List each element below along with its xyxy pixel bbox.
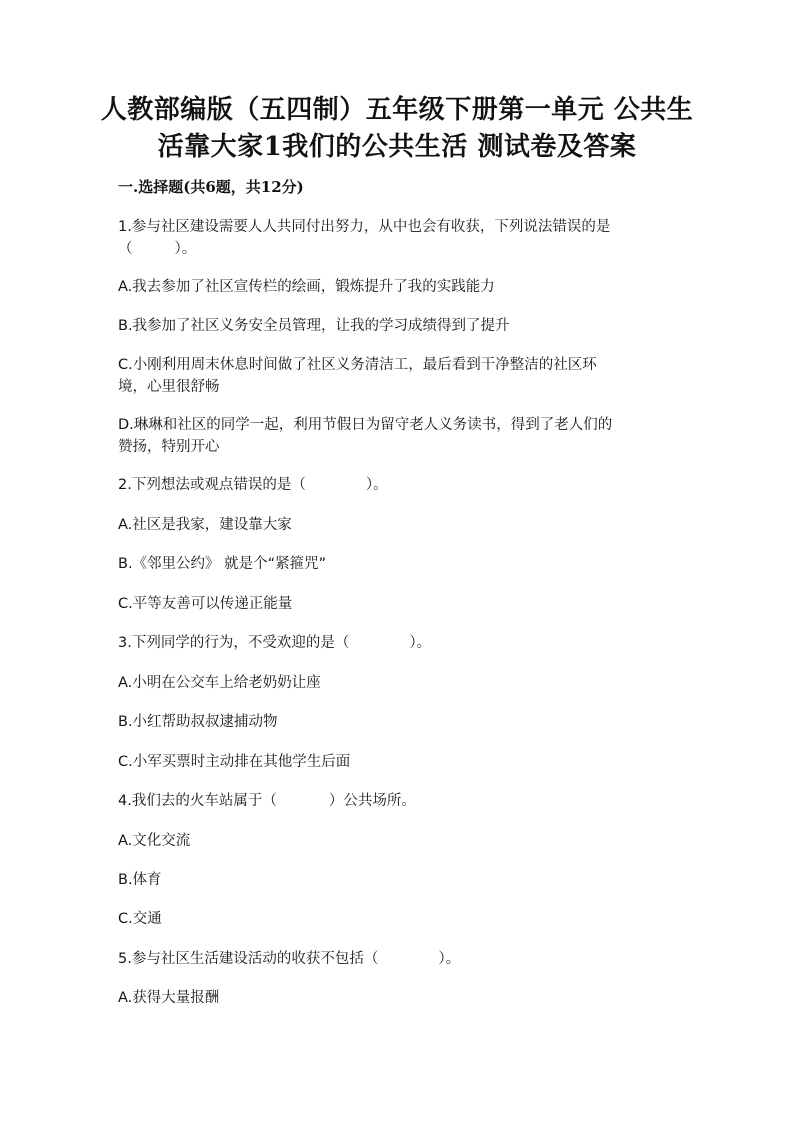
question-2-option-c: C.平等友善可以传递正能量 [118,596,293,612]
question-1-close-paren: ）。 [174,241,197,257]
section-heading: 一.选择题(共6题，共12分) [118,178,304,196]
document-title [70,92,724,166]
question-1-option-b: B.我参加了社区义务安全员管理，让我的学习成绩得到了提升 [118,318,510,334]
question-1-option-d-continuation: 赞扬，特别开心 [118,439,220,455]
question-4-stem [118,790,416,812]
question-1-stem: 1.参与社区建设需要人人共同付出努力，从中也会有收获，下列说法错误的是 [118,219,611,235]
question-4-option-c: C.交通 [118,911,162,927]
question-4-option-a: A.文化交流 [118,833,191,849]
question-4-option-b: B.体育 [118,872,162,888]
question-5-option-a: A.获得大量报酬 [118,990,220,1006]
question-2-stem-text: 2.下列想法或观点错误的是（ [118,477,306,493]
question-2-option-a: A.社区是我家，建设靠大家 [118,517,292,533]
question-3-option-b: B.小红帮助叔叔逮捕动物 [118,714,278,730]
title-line-1: 人教部编版（五四制）五年级下册第一单元 公共生 [100,95,694,125]
question-1-option-c: C.小刚利用周末休息时间做了社区义务清洁工，最后看到干净整洁的社区环 [118,357,597,373]
question-3-stem-end: ）。 [409,635,432,651]
question-3-option-c: C.小军买票时主动排在其他学生后面 [118,754,351,770]
question-3-stem-text: 3.下列同学的行为，不受欢迎的是（ [118,635,350,651]
question-5-stem-end: ）。 [438,951,461,967]
question-1-stem-continuation [118,238,196,260]
question-1-option-d: D.琳琳和社区的同学一起，利用节假日为留守老人义务读书，得到了老人们的 [118,417,613,433]
question-1-open-paren: （ [118,241,133,257]
question-4-stem-end: ）公共场所。 [328,793,416,809]
question-2-option-b: B.《邻里公约》 就是个“紧箍咒” [118,556,327,572]
question-5-stem [118,948,460,970]
question-4-stem-text: 4.我们去的火车站属于（ [118,793,277,809]
question-2-stem [118,474,388,496]
question-1-option-c-continuation: 境，心里很舒畅 [118,379,220,395]
question-5-stem-text: 5.参与社区生活建设活动的收获不包括（ [118,951,379,967]
question-3-stem [118,632,431,654]
title-line-2: 活靠大家1我们的公共生活 测试卷及答案 [157,132,637,162]
question-3-option-a: A.小明在公交车上给老奶奶让座 [118,675,321,691]
question-2-stem-end: ）。 [365,477,388,493]
question-1-option-a: A.我去参加了社区宣传栏的绘画，锻炼提升了我的实践能力 [118,279,495,295]
